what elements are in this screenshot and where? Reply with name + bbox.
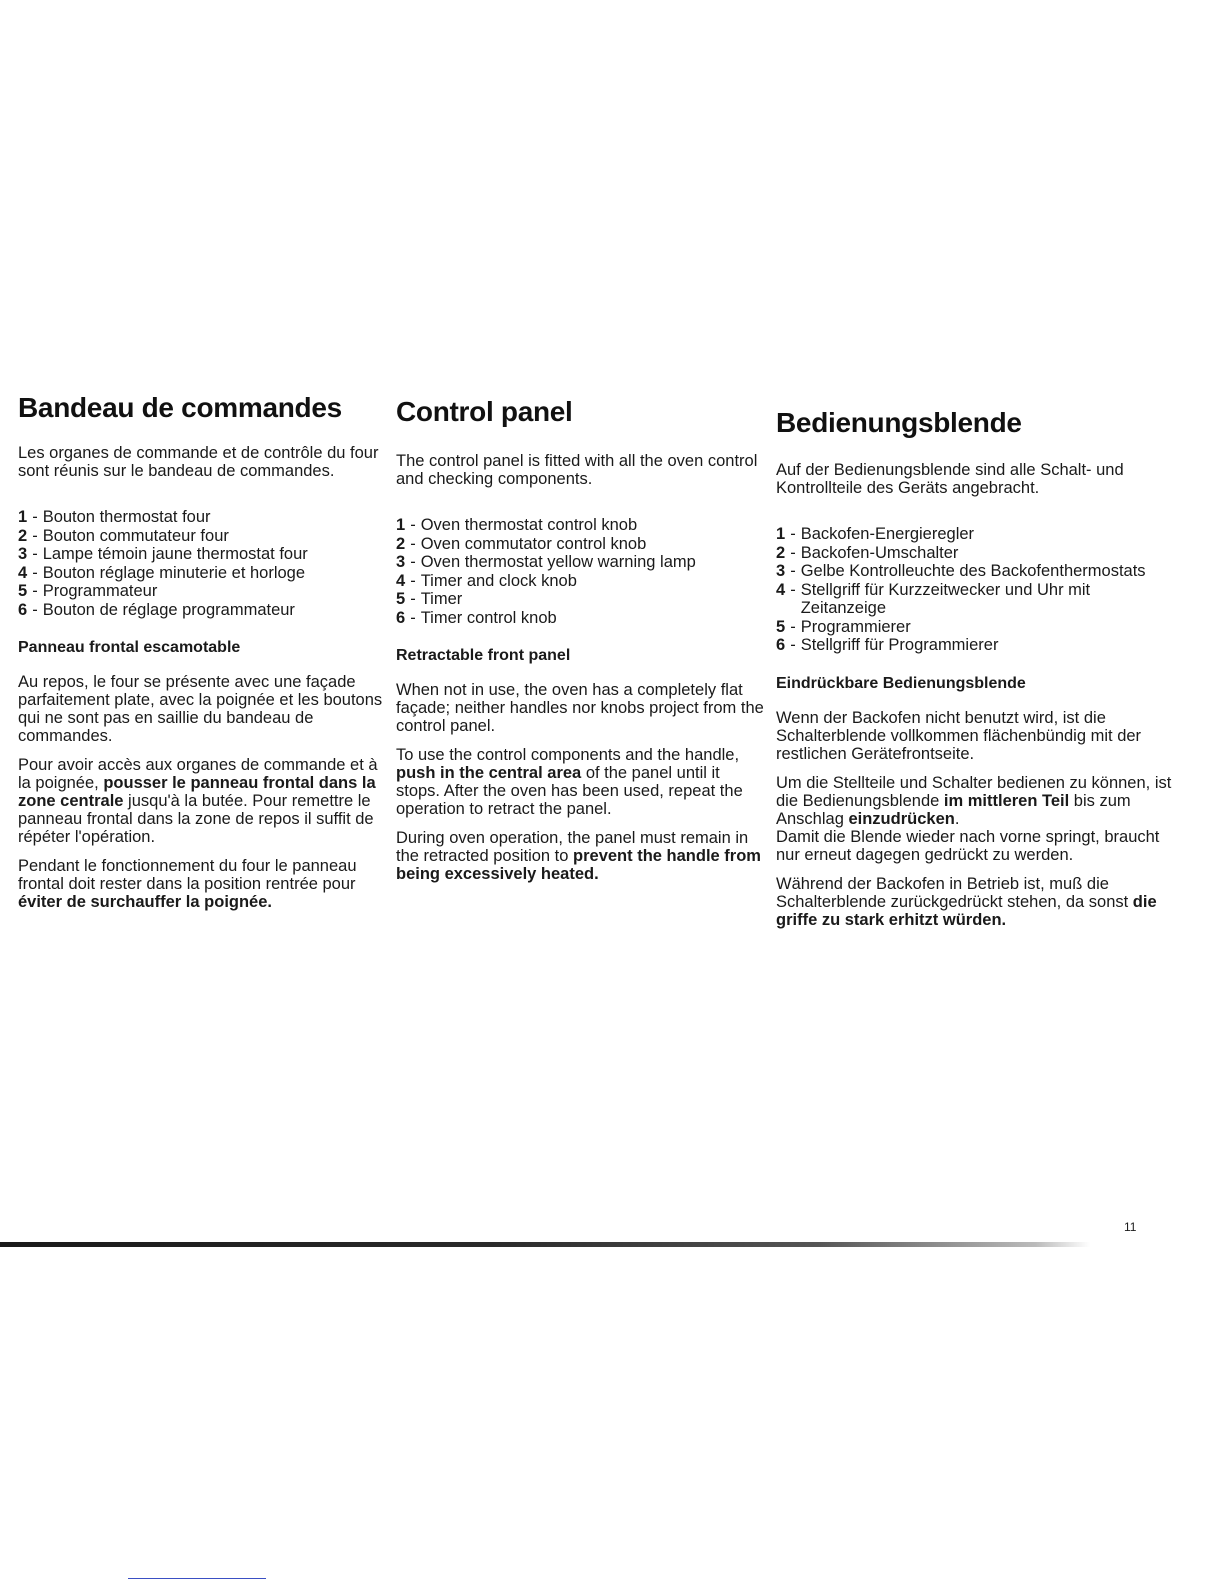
list-item: 2 - Oven commutator control knob [396, 534, 647, 553]
item-text: Stellgriff für Kurzzeitwecker und Uhr mit Zeitanzeige [800, 580, 1091, 617]
footer-underline [128, 1578, 266, 1579]
french-paragraph-3: Pendant le fonctionnement du four le panneau frontal doit rester dans la position rentrée pour éviter de surchauffer la poignée. [18, 857, 357, 911]
item-number: 6 [396, 608, 406, 627]
list-item: 5 - Programmierer [776, 617, 911, 636]
item-number: 1 [396, 516, 406, 534]
item-number: 4 [396, 571, 406, 590]
list-item: 5 - Programmateur [18, 582, 158, 600]
list-item: 3 - Gelbe Kontrolleuchte des Backofenthermostats [776, 562, 1146, 580]
item-text: Stellgriff für Programmierer [800, 636, 999, 654]
french-subheading: Panneau frontal escamotable [18, 639, 241, 656]
list-item: 1 - Backofen-Energieregler [776, 525, 975, 543]
item-number: 2 [18, 526, 28, 545]
list-item: 2 - Backofen-Umschalter [776, 543, 959, 562]
french-intro: Les organes de commande et de contrôle du four sont réunis sur le bandeau de commandes. [18, 444, 379, 480]
french-component-list [18, 508, 388, 619]
item-text: Bouton de réglage programmateur [42, 600, 295, 619]
item-number: 5 [396, 590, 406, 608]
list-item: 4 - Timer and clock knob [396, 571, 577, 590]
list-item: 4 - Stellgriff für Kurzzeitwecker und Uhr mit Zeitanzeige [776, 581, 1176, 618]
footer-rule [0, 1242, 1090, 1247]
german-component-list [776, 525, 1176, 655]
item-text: Programmierer [800, 617, 911, 636]
emphasis: push in the central area [396, 764, 582, 782]
english-paragraph-3: During oven operation, the panel must remain in the retracted position to prevent the handle from being excessively heated. [396, 829, 761, 883]
item-text: Oven commutator control knob [420, 534, 647, 553]
english-paragraph-2: To use the control components and the handle, push in the central area of the panel until it stops. After the oven has been used, repeat the operation to retract the panel. [396, 746, 743, 818]
emphasis: die griffe zu stark erhitzt würden. [776, 892, 1157, 929]
item-text: Gelbe Kontrolleuchte des Backofenthermostats [800, 562, 1146, 580]
german-subheading: Eindrückbare Bedienungsblende [776, 674, 1026, 692]
english-title: Control panel [396, 396, 573, 427]
item-number: 5 [776, 617, 786, 636]
item-number: 5 [18, 582, 28, 600]
german-intro: Auf der Bedienungsblende sind alle Schalt- und Kontrollteile des Geräts angebracht. [776, 461, 1124, 497]
item-number: 3 [776, 562, 786, 580]
item-text: Bouton commutateur four [42, 526, 229, 545]
emphasis: prevent the handle from being excessively heated. [396, 847, 761, 883]
french-paragraph-2: Pour avoir accès aux organes de commande et à la poignée, pousser le panneau frontal dans la zone centrale jusqu'à la butée. Pour remettre le panneau frontal dans la zone de repos il suffit de répéter l'opération. [18, 756, 378, 846]
item-text: Oven thermostat yellow warning lamp [420, 553, 696, 571]
page-number: 11 [1124, 1220, 1137, 1234]
item-number: 2 [396, 534, 406, 553]
item-number: 4 [18, 563, 28, 582]
column-french [18, 392, 388, 922]
item-number: 6 [18, 600, 28, 619]
list-item: 3 - Lampe témoin jaune thermostat four [18, 545, 308, 563]
item-number: 6 [776, 636, 786, 654]
german-title: Bedienungsblende [776, 407, 1022, 438]
list-item: 6 - Timer control knob [396, 608, 557, 627]
list-item: 1 - Oven thermostat control knob [396, 516, 638, 534]
item-text: Bouton thermostat four [42, 508, 211, 526]
emphasis: pousser le panneau frontal dans la zone centrale [18, 774, 376, 810]
german-paragraph-3: Während der Backofen in Betrieb ist, muß die Schalterblende zurückgedrückt stehen, da sonst die griffe zu stark erhitzt würden. [776, 874, 1157, 929]
item-text: Bouton réglage minuterie et horloge [42, 563, 306, 582]
item-number: 3 [18, 545, 28, 563]
emphasis: éviter de surchauffer la poignée. [18, 893, 272, 911]
list-item: 6 - Stellgriff für Programmierer [776, 636, 999, 654]
item-text: Backofen-Umschalter [800, 543, 959, 562]
english-component-list [396, 516, 766, 627]
item-text: Oven thermostat control knob [420, 516, 638, 534]
list-item: 1 - Bouton thermostat four [18, 508, 211, 526]
item-number: 1 [18, 508, 28, 526]
emphasis: im mittleren Teil [943, 791, 1070, 810]
list-item: 5 - Timer [396, 590, 463, 608]
list-item: 6 - Bouton de réglage programmateur [18, 600, 295, 619]
item-number: 4 [776, 580, 786, 599]
item-text: Backofen-Energieregler [800, 525, 975, 543]
list-item: 2 - Bouton commutateur four [18, 526, 229, 545]
german-paragraph-2b: Damit die Blende wieder nach vorne springt, braucht nur erneut dagegen gedrückt zu werden. [776, 827, 1160, 864]
english-subheading: Retractable front panel [396, 647, 571, 664]
list-item: 4 - Bouton réglage minuterie et horloge [18, 563, 306, 582]
item-number: 2 [776, 543, 786, 562]
item-number: 3 [396, 553, 406, 571]
emphasis: einzudrücken [848, 809, 955, 828]
french-paragraph-1: Au repos, le four se présente avec une façade parfaitement plate, avec la poignée et les boutons qui ne sont pas en saillie du bandeau de commandes. [18, 673, 383, 745]
german-paragraph-2: Um die Stellteile und Schalter bedienen zu können, ist die Bedienungsblende im mittleren Teil bis zum Anschlag einzudrücken. [776, 773, 1172, 828]
item-text: Programmateur [42, 582, 158, 600]
item-number: 1 [776, 525, 786, 543]
item-text: Timer [420, 590, 463, 608]
english-paragraph-1: When not in use, the oven has a completely flat façade; neither handles nor knobs project from the control panel. [396, 681, 764, 735]
german-paragraph-1: Wenn der Backofen nicht benutzt wird, ist die Schalterblende vollkommen flächenbündig mit der restlichen Gerätefrontseite. [776, 708, 1142, 763]
item-text: Lampe témoin jaune thermostat four [42, 545, 308, 563]
english-intro: The control panel is fitted with all the oven control and checking components. [396, 452, 758, 488]
french-title: Bandeau de commandes [18, 392, 342, 423]
list-item: 3 - Oven thermostat yellow warning lamp [396, 553, 696, 571]
item-text: Timer and clock knob [420, 571, 577, 590]
item-text: Timer control knob [420, 608, 557, 627]
column-english [396, 396, 766, 894]
column-german [776, 407, 1176, 940]
